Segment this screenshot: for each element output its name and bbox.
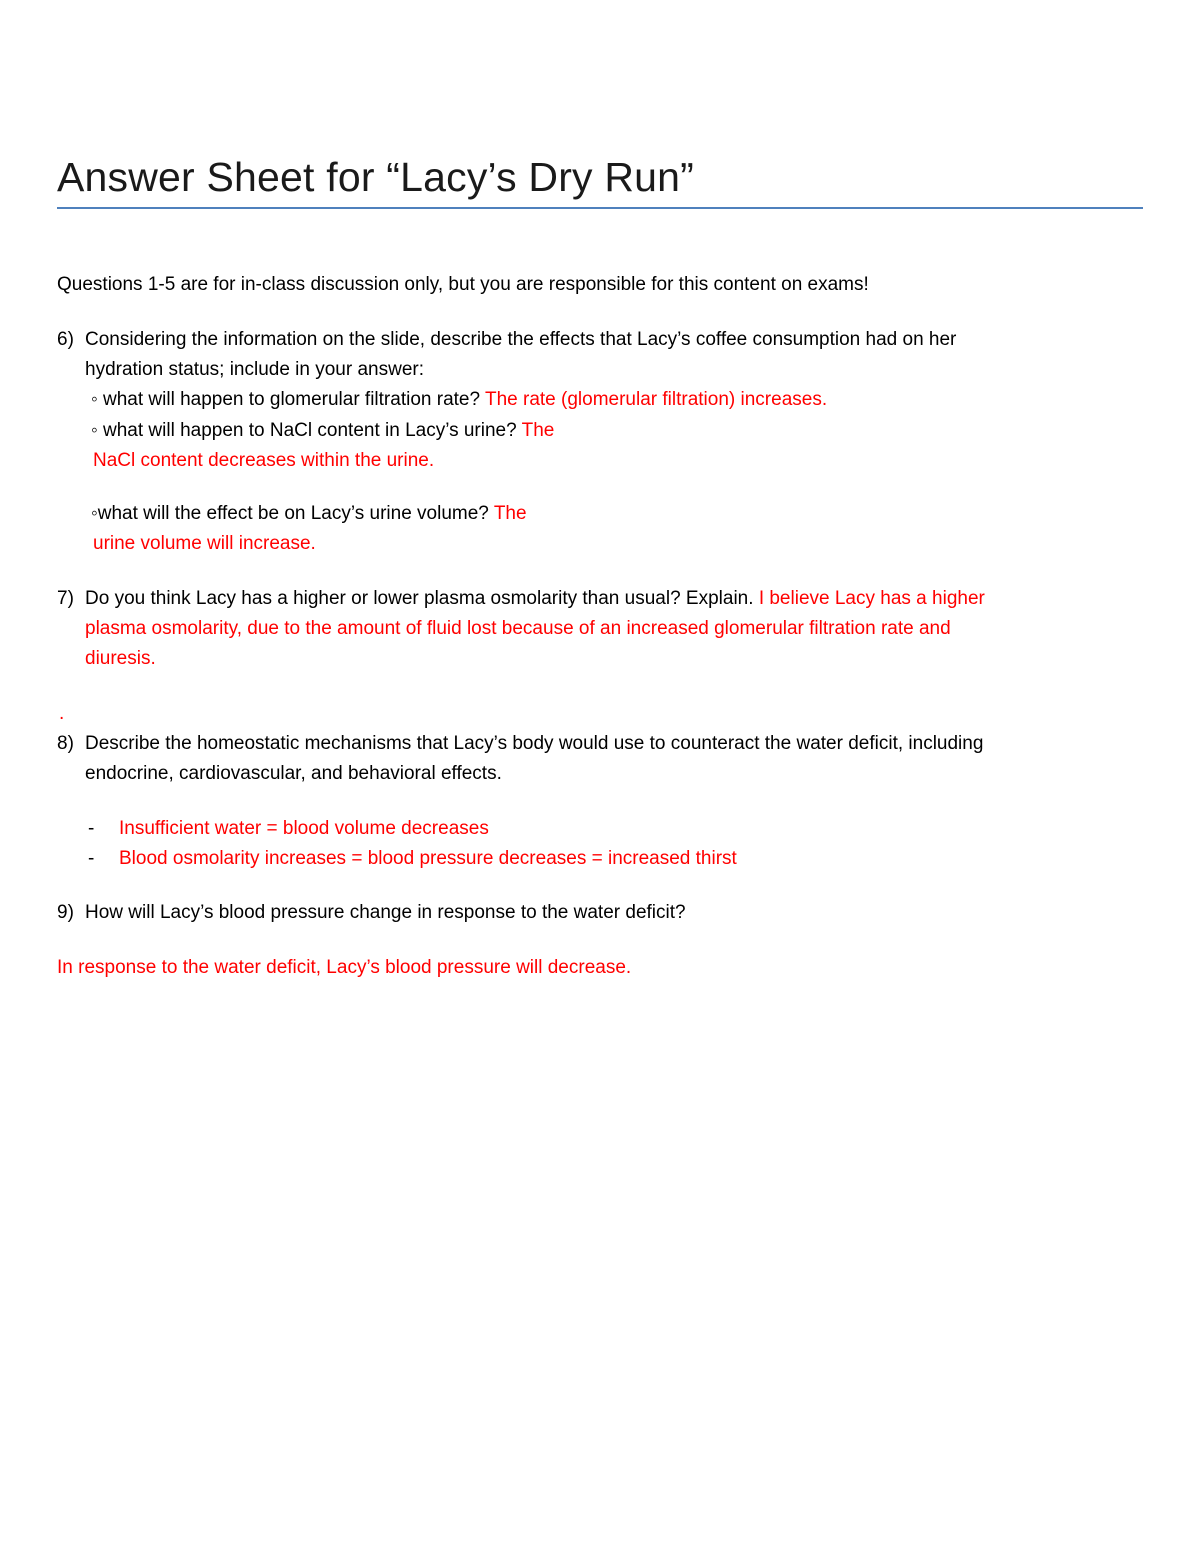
q7-answer-b: plasma osmolarity, due to the amount of fluid lost because of an increased glomerular filtration rate and bbox=[85, 618, 951, 639]
stray-dot: . bbox=[59, 703, 65, 724]
q6-sub1-answer: The rate (glomerular filtration) increases. bbox=[484, 389, 828, 410]
q6-sub2 bbox=[91, 416, 554, 446]
q6-number: 6) bbox=[57, 329, 74, 350]
q9-question: How will Lacy’s blood pressure change in response to the water deficit? bbox=[85, 902, 686, 923]
title-underline bbox=[57, 207, 1143, 209]
q7-answer-a: I believe Lacy has a higher bbox=[758, 588, 985, 609]
q6-sub3-question: ◦what will the effect be on Lacy’s urine volume? bbox=[91, 503, 489, 524]
q6-sub2-answer-b: NaCl content decreases within the urine. bbox=[93, 450, 435, 471]
q8-line1: Describe the homeostatic mechanisms that Lacy’s body would use to counteract the water deficit, including bbox=[85, 733, 984, 754]
q6-sub2-answer-a: The bbox=[521, 420, 555, 441]
q6-sub3-answer-b: urine volume will increase. bbox=[93, 533, 316, 554]
q6-sub1-question: ◦ what will happen to glomerular filtration rate? bbox=[91, 389, 481, 410]
q6-sub3 bbox=[91, 499, 527, 529]
q6-line2: hydration status; include in your answer: bbox=[85, 359, 425, 380]
q8-bullet-text: Blood osmolarity increases = blood pressure decreases = increased thirst bbox=[119, 848, 737, 869]
q6-line1: Considering the information on the slide, describe the effects that Lacy’s coffee consumption had on her bbox=[85, 329, 957, 350]
intro-text: Questions 1-5 are for in-class discussion only, but you are responsible for this content on exams! bbox=[57, 274, 869, 295]
q7-line1 bbox=[85, 584, 985, 614]
q9-answer: In response to the water deficit, Lacy’s blood pressure will decrease. bbox=[57, 957, 632, 978]
q6-sub1 bbox=[91, 385, 827, 415]
q6-sub3-answer-a: The bbox=[493, 503, 527, 524]
q8-bullet-dash: - bbox=[88, 818, 95, 839]
q6-sub2-question: ◦ what will happen to NaCl content in Lacy’s urine? bbox=[91, 420, 517, 441]
q7-number: 7) bbox=[57, 588, 74, 609]
q8-bullet-text: Insufficient water = blood volume decreases bbox=[119, 818, 489, 839]
q9-number: 9) bbox=[57, 902, 74, 923]
q7-answer-c: diuresis. bbox=[85, 648, 156, 669]
q8-number: 8) bbox=[57, 733, 74, 754]
q8-line2: endocrine, cardiovascular, and behavioral effects. bbox=[85, 763, 502, 784]
page-title: Answer Sheet for “Lacy’s Dry Run” bbox=[57, 154, 695, 200]
q7-question: Do you think Lacy has a higher or lower plasma osmolarity than usual? Explain. bbox=[85, 588, 754, 609]
q8-bullet-dash: - bbox=[88, 848, 95, 869]
